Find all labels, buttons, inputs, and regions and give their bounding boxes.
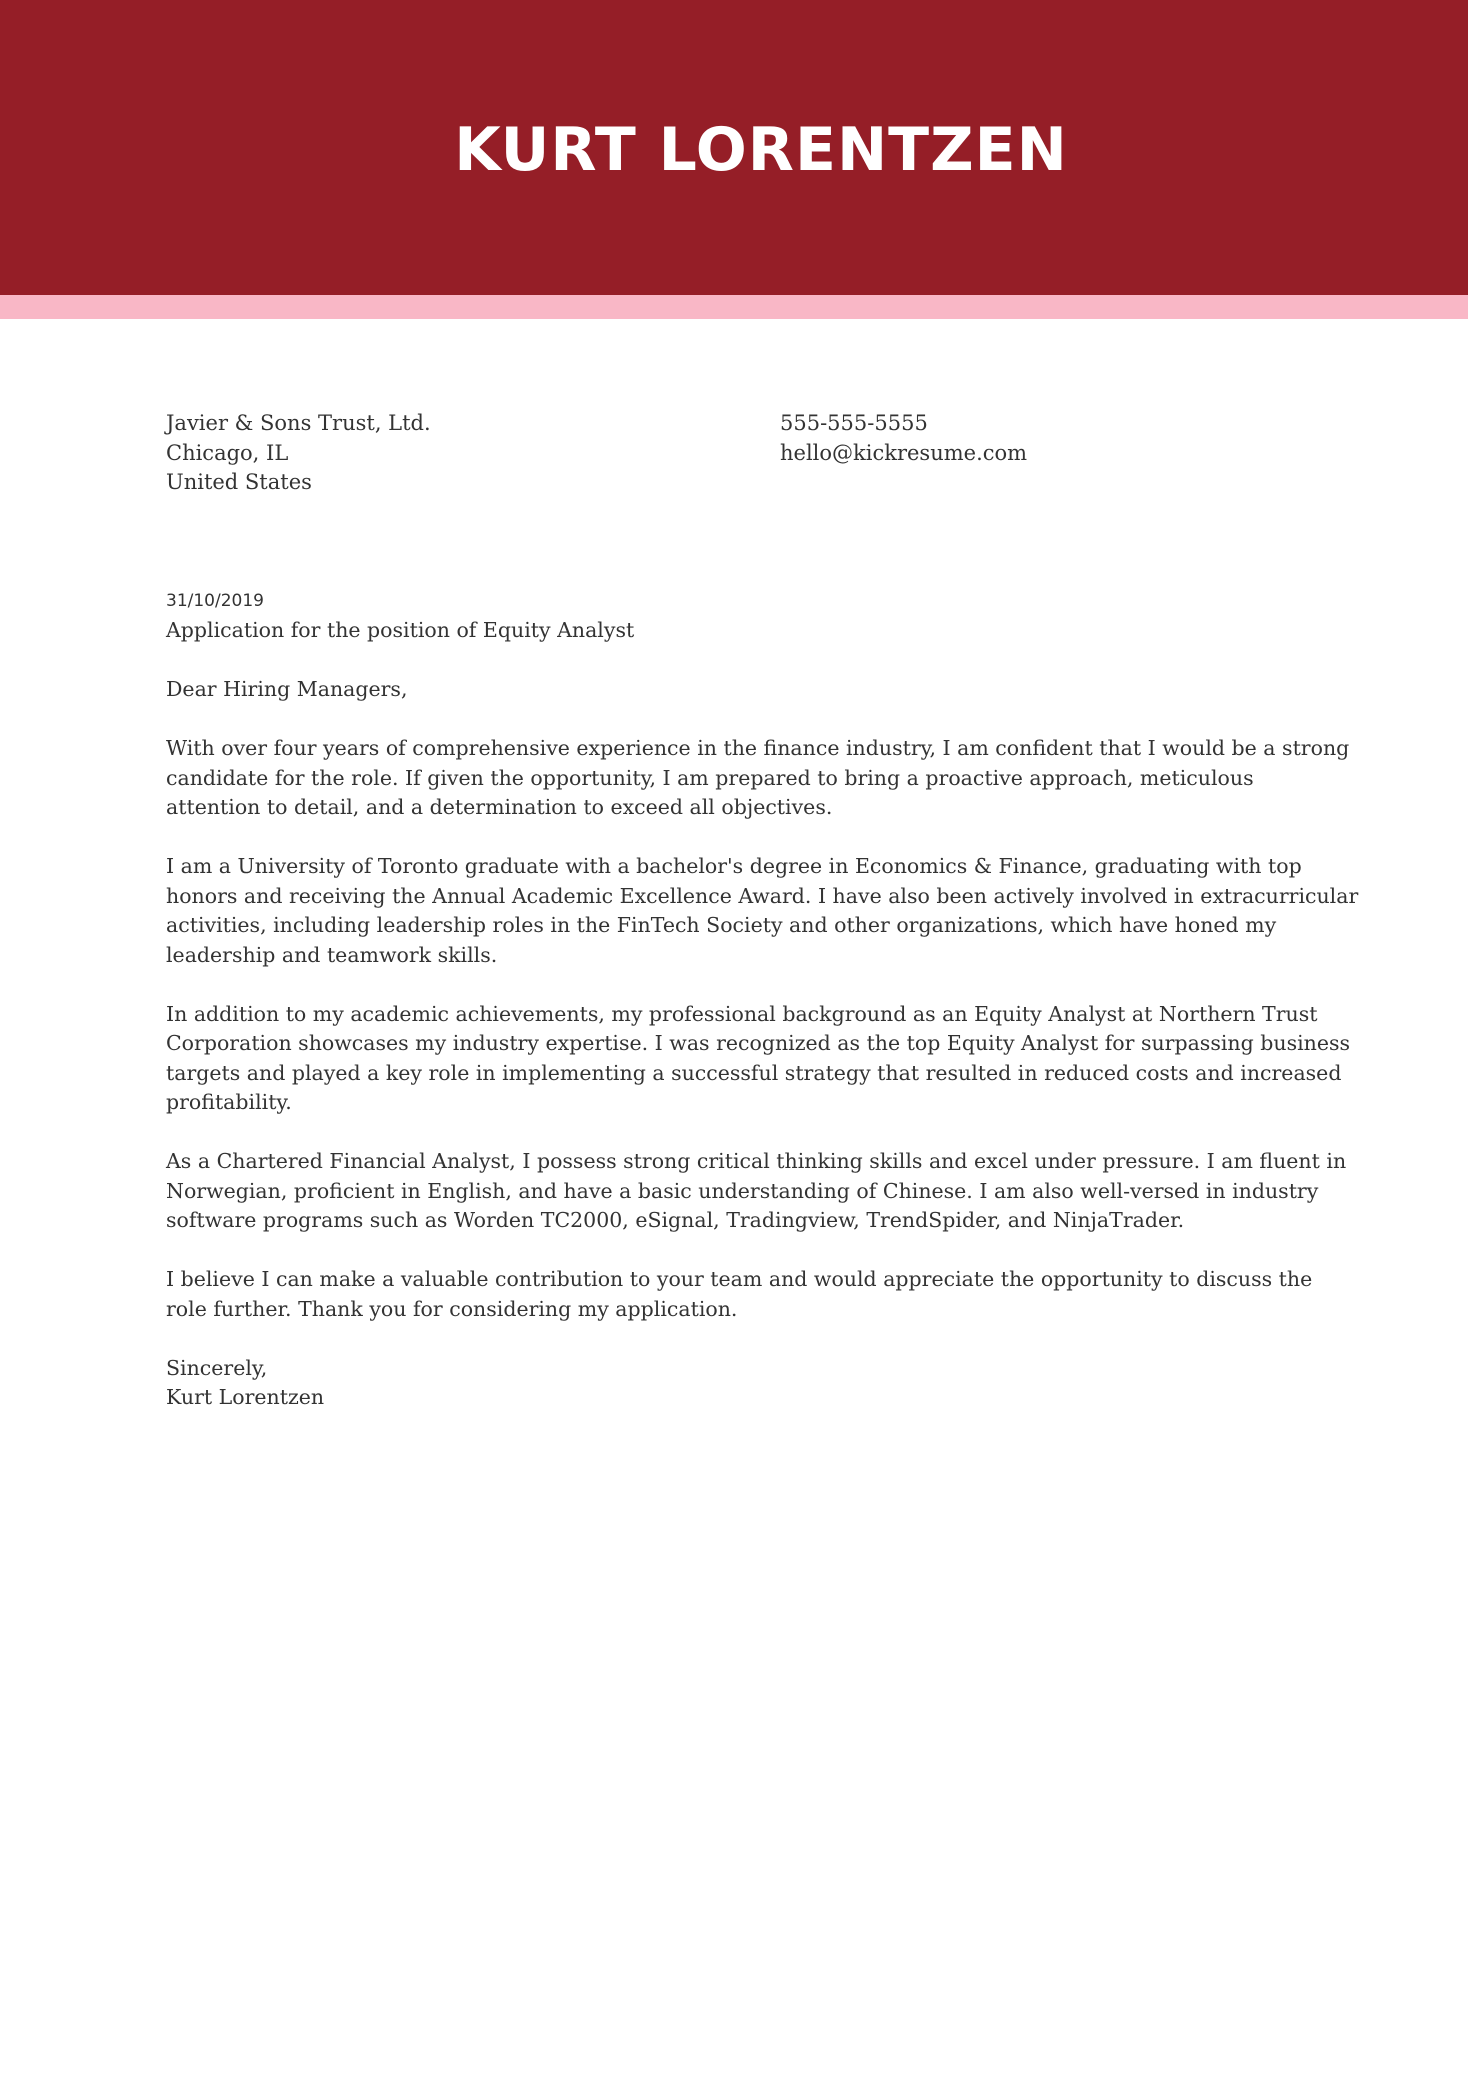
letter-body xyxy=(166,616,1366,1413)
paragraph-5 xyxy=(166,1265,1366,1324)
paragraph-line: As a Chartered Financial Analyst, I possess strong critical thinking skills and excel under pressure. I am fluent in xyxy=(166,1149,1347,1173)
paragraph-line: attention to detail, and a determination to exceed all objectives. xyxy=(166,795,833,819)
applicant-name: KURT LORENTZEN xyxy=(454,115,1068,185)
letter-closing: Sincerely, xyxy=(166,1355,268,1380)
paragraph-line: candidate for the role. If given the opportunity, I am prepared to bring a proactive approach, meticulous xyxy=(166,765,1254,790)
paragraph-line: With over four years of comprehensive experience in the finance industry, I am confident that I would be a strong xyxy=(166,736,1350,760)
letter-date: 31/10/2019 xyxy=(166,591,264,611)
letter-greeting: Dear Hiring Managers, xyxy=(166,677,408,701)
paragraph-line: I believe I can make a valuable contribution to your team and would appreciate the opportunity to discuss the xyxy=(166,1267,1313,1291)
paragraph-line: software programs such as Worden TC2000, eSignal, Tradingview, TrendSpider, and NinjaTrader. xyxy=(166,1208,1185,1232)
recipient-company: Javier & Sons Trust, Ltd. xyxy=(166,411,431,435)
paragraph-line: leadership and teamwork skills. xyxy=(166,942,498,967)
email-address: hello@kickresume.com xyxy=(780,440,1028,465)
header-accent-stripe xyxy=(0,295,1468,319)
paragraph-4 xyxy=(166,1147,1366,1236)
paragraph-line: In addition to my academic achievements, my professional background as an Equity Analyst at Northern Trust xyxy=(166,1001,1318,1026)
recipient-country: United States xyxy=(166,470,312,494)
paragraph-line: Norwegian, proficient in English, and have a basic understanding of Chinese. I am also well-versed in industry xyxy=(166,1178,1319,1203)
paragraph-line: I am a University of Toronto graduate with a bachelor's degree in Economics & Finance, graduating with top xyxy=(166,854,1302,878)
paragraph-line: honors and receiving the Annual Academic Excellence Award. I have also been actively involved in extracurricular xyxy=(166,883,1359,908)
recipient-address xyxy=(166,409,431,498)
paragraph-line: profitability. xyxy=(166,1090,292,1114)
letter-subject: Application for the position of Equity Analyst xyxy=(166,618,635,642)
paragraph-2 xyxy=(166,852,1366,970)
contact-info xyxy=(780,409,1027,468)
phone-number: 555-555-5555 xyxy=(780,411,928,435)
letter-signature: Kurt Lorentzen xyxy=(166,1385,325,1409)
paragraph-line: targets and played a key role in implementing a successful strategy that resulted in reduced costs and increased xyxy=(166,1060,1342,1085)
paragraph-line: Corporation showcases my industry expertise. I was recognized as the top Equity Analyst for surpassing business xyxy=(166,1031,1351,1055)
recipient-city: Chicago, IL xyxy=(166,440,289,465)
paragraph-line: activities, including leadership roles in the FinTech Society and other organizations, which have honed my xyxy=(166,913,1277,937)
paragraph-1 xyxy=(166,734,1366,823)
paragraph-line: role further. Thank you for considering my application. xyxy=(166,1296,738,1321)
paragraph-3 xyxy=(166,1000,1366,1118)
